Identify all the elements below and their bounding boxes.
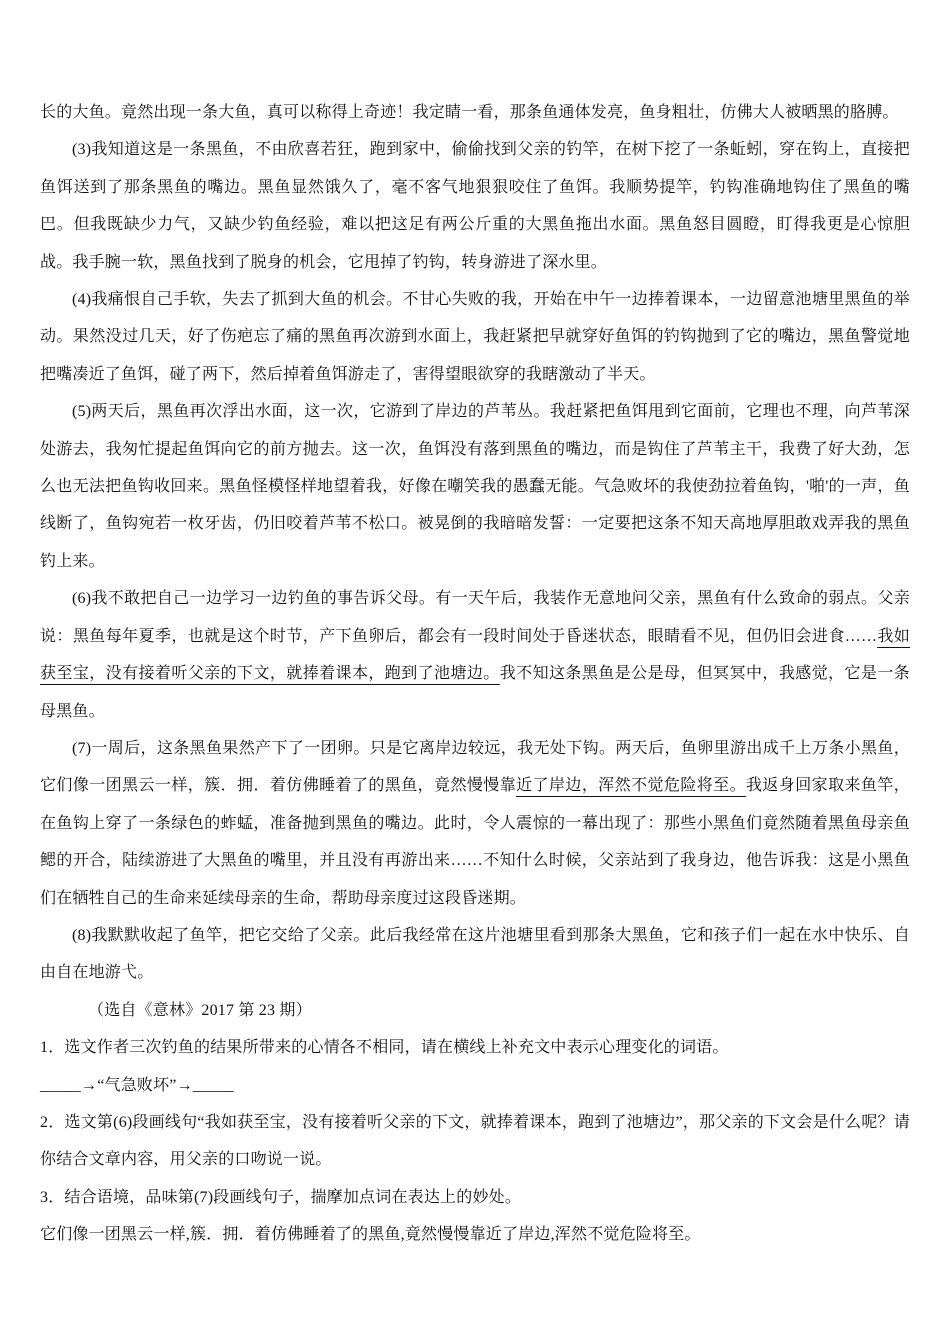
text-run: 2．选文第(6)段画线句“我如获至宝，没有接着听父亲的下文，就捧着课本，跑到了池塘边”，那父亲的下文会是什么呢？请你结合文章内容，用父亲的口吻说一说。 [40, 1113, 910, 1169]
question-3 [40, 1179, 910, 1216]
text-run: (5)两天后，黑鱼再次浮出水面，这一次，它游到了岸边的芦苇丛。我赶紧把鱼饵甩到它面前，它理也不理，向芦苇深处游去，我匆忙提起鱼饵向它的前方抛去。这一次，鱼饵没有落到黑鱼的嘴边，而是钩住了芦苇主干，我费了好大劲，怎么也无法把鱼钩收回来。黑鱼怪模怪样地望着我，好像在嘲笑我的愚蠢无能。气急败坏的我使劲拉着鱼钩，'啪'的一声，鱼线断了，鱼钩宛若一枚牙齿，仍旧咬着芦苇不松口。被晃倒的我暗暗发誓：一定要把这条不知天高地厚胆敢戏弄我的黑鱼钓上来。 [40, 403, 910, 570]
para-8 [40, 917, 910, 992]
text-run: 3．结合语境，品味第(7)段画线句子，揣摩加点词在表达上的妙处。 [40, 1188, 522, 1206]
para-continuation [40, 94, 910, 131]
para-4 [40, 281, 910, 393]
para-5 [40, 393, 910, 580]
text-run: 我不知这条黑鱼是公是母，但冥冥中，我感觉，它是一条母黑鱼。 [40, 665, 910, 720]
question-2 [40, 1104, 910, 1179]
question-3-quote [40, 1216, 910, 1253]
underlined-text: 近了岸边，浑然不觉危险将至。 [516, 777, 746, 795]
text-run: (3)我知道这是一条黑鱼，不由欣喜若狂，跑到家中，偷偷找到父亲的钓竿，在树下挖了一条蚯蚓，穿在钩上，直接把鱼饵送到了那条黑鱼的嘴边。黑鱼显然饿久了，毫不客气地狠狠咬住了鱼饵。我顺势提竿，钓钩准确地钩住了黑鱼的嘴巴。但我既缺少力气，又缺少钓鱼经验，难以把这足有两公斤重的大黑鱼拖出水面。黑鱼怒目圆瞪，盯得我更是心惊胆战。我手腕一软，黑鱼找到了脱身的机会，它甩掉了钓钩，转身游进了深水里。 [40, 141, 910, 271]
para-3 [40, 131, 910, 281]
source-line [40, 992, 910, 1029]
text-run: 1．选文作者三次钓鱼的结果所带来的心情各不相同，请在横线上补充文中表示心理变化的词语。 [40, 1039, 729, 1057]
text-run: (7)一周后，这条黑鱼果然产下了一团卵。只是它离岸边较远，我无处下钩。两天后，鱼卵里游出成千上万条小黑鱼，它们像一团黑云一样，簇．拥．着仿佛睡着了的黑鱼，竟然慢慢靠 [40, 739, 910, 795]
text-run: 它们像一团黑云一样,簇．拥．着仿佛睡着了的黑鱼,竟然慢慢靠近了岸边,浑然不觉危险将至。 [40, 1226, 701, 1244]
text-run: (6)我不敢把自己一边学习一边钓鱼的事告诉父母。有一天午后，我装作无意地问父亲，黑鱼有什么致命的弱点。父亲说：黑鱼每年夏季，也就是这个时节，产下鱼卵后，都会有一段时间处于昏迷状态，眼睛看不见，但仍旧会进食…… [40, 590, 910, 645]
text-run: 长的大鱼。竟然出现一条大鱼，真可以称得上奇迹！我定睛一看，那条鱼通体发亮，鱼身粗壮，仿佛大人被晒黑的胳膊。 [40, 104, 899, 121]
document-body [40, 94, 910, 1254]
para-6 [40, 580, 910, 730]
text-run: （选自《意林》2017 第 23 期） [88, 1001, 312, 1019]
text-run: (8)我默默收起了鱼竿，把它交给了父亲。此后我经常在这片池塘里看到那条大黑鱼，它和孩子们一起在水中快乐、自由自在地游弋。 [40, 926, 910, 982]
para-7 [40, 730, 910, 917]
underlined-text: 我如获至宝，没有接着听父亲的下文，就捧着课本，跑到了池塘边。 [40, 627, 911, 683]
text-run: (4)我痛恨自己手软，失去了抓到大鱼的机会。不甘心失败的我，开始在中午一边捧着课本，一边留意池塘里黑鱼的举动。果然没过几天，好了伤疤忘了痛的黑鱼再次游到水面上，我赶紧把早就穿好鱼饵的钓钩抛到了它的嘴边，黑鱼警觉地把嘴凑近了鱼饵，碰了两下，然后掉着鱼饵游走了，害得望眼欲穿的我瞎激动了半天。 [40, 291, 910, 383]
text-run: _____→“气急败坏”→_____ [40, 1076, 234, 1094]
text-run: 我返身回家取来鱼竿，在鱼钩上穿了一条绿色的蚱蜢，准备抛到黑鱼的嘴边。此时，令人震惊的一幕出现了：那些小黑鱼们竟然随着黑鱼母亲鱼鳃的开合，陆续游进了大黑鱼的嘴里，并且没有再游出来……不知什么时候，父亲站到了我身边，他告诉我：这是小黑鱼们在牺牲自己的生命来延续母亲的生命，帮助母亲度过这段昏迷期。 [40, 777, 910, 907]
question-1 [40, 1029, 910, 1066]
question-1-answer-line [40, 1067, 910, 1104]
